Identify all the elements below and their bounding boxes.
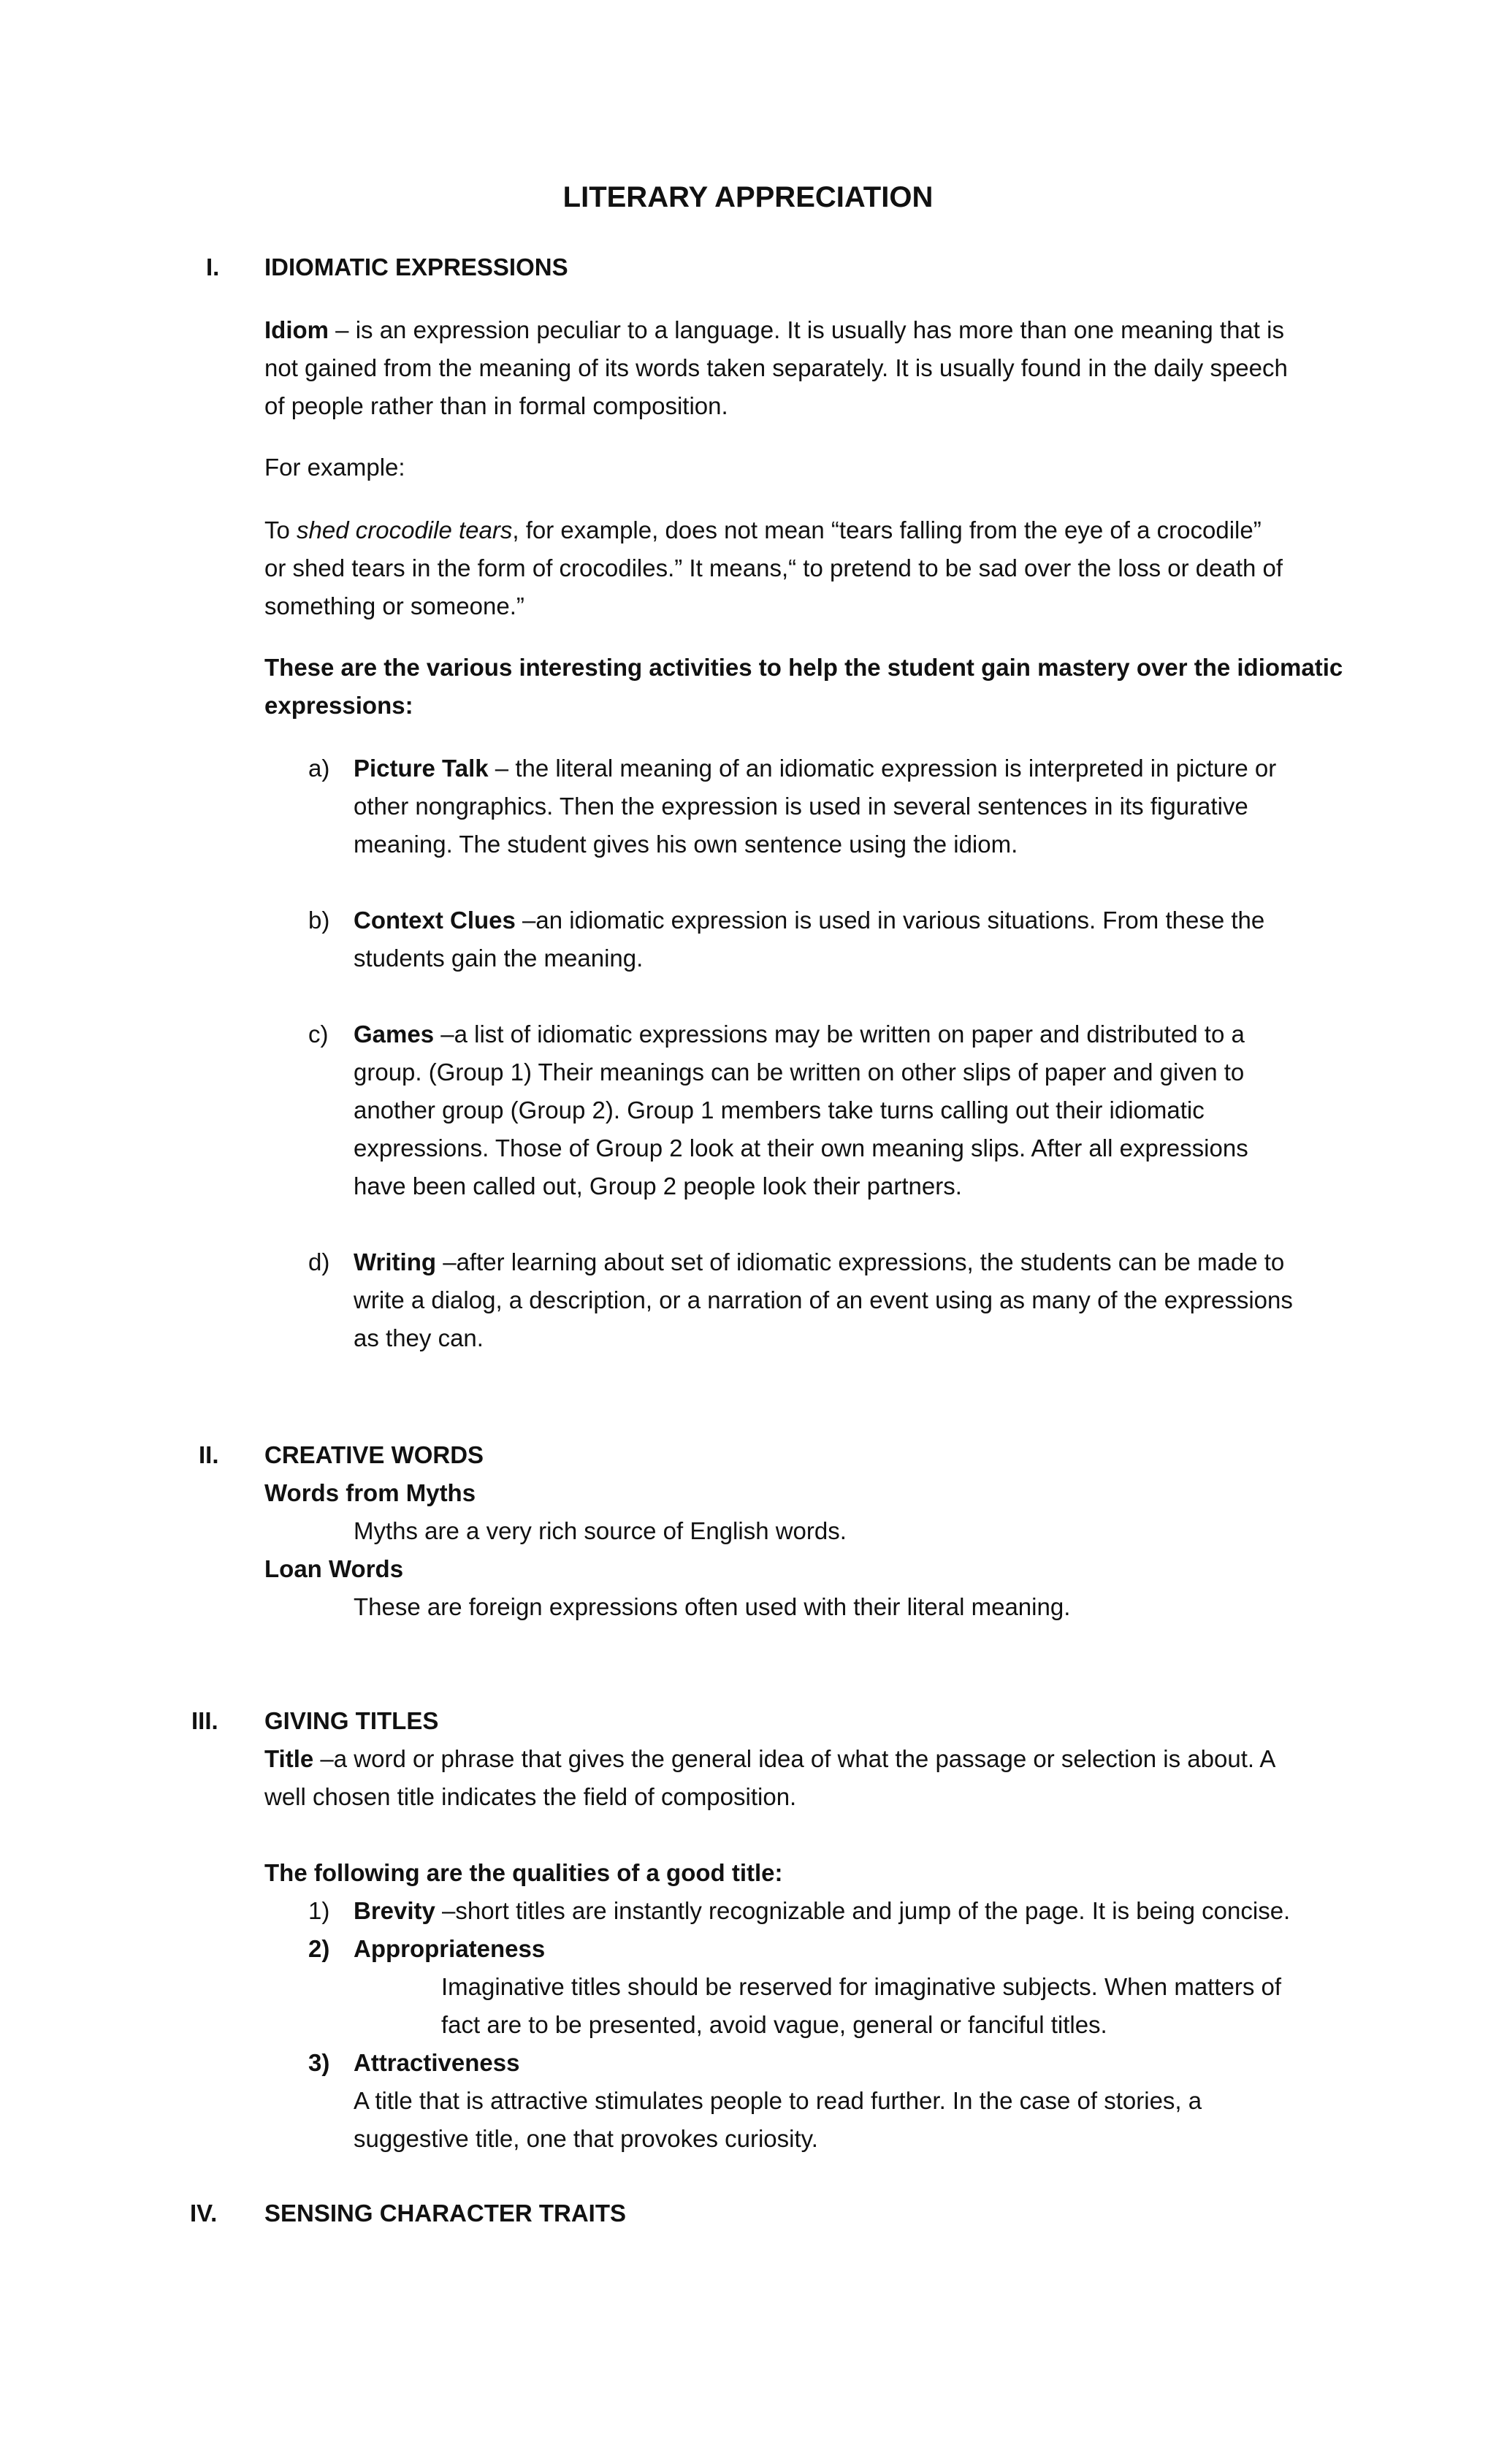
activity-b-line-2: students gain the meaning. — [354, 945, 644, 972]
quality-1-line — [354, 1892, 1290, 1930]
section-3-number: III. — [191, 1707, 218, 1734]
myths-heading: Words from Myths — [264, 1479, 476, 1506]
activity-c-line-5: have been called out, Group 2 people look their partners. — [354, 1172, 962, 1199]
section-4-heading: SENSING CHARACTER TRAITS — [264, 2200, 627, 2227]
activities-intro-line-1: These are the various interesting activities to help the student gain mastery over the idiomatic — [264, 654, 1343, 681]
activity-c-term: Games — [354, 1021, 435, 1048]
activity-c-text: –a list of idiomatic expressions may be written on paper and distributed to a — [434, 1021, 1245, 1048]
quality-1-label: 1) — [308, 1897, 330, 1924]
idiom-definition-line-3: of people rather than in formal composition. — [264, 392, 728, 419]
quality-3-term: Attractiveness — [354, 2049, 520, 2076]
loan-words-heading: Loan Words — [264, 1555, 404, 1582]
example-rest: , for example, does not mean “tears falling from the eye of a crocodile” — [512, 516, 1262, 543]
activity-a-line-3: meaning. The student gives his own sentence using the idiom. — [354, 831, 1018, 858]
section-1-number: I. — [206, 253, 220, 281]
quality-2-label: 2) — [308, 1935, 330, 1962]
page-title: LITERARY APPRECIATION — [562, 181, 934, 213]
idiom-term: Idiom — [264, 316, 329, 343]
example-line-3: something or someone.” — [264, 592, 524, 619]
title-text: –a word or phrase that gives the general idea of what the passage or selection is about. A — [313, 1745, 1276, 1772]
activity-b-term: Context Clues — [354, 907, 516, 934]
quality-2-line-1: Imaginative titles should be reserved for imaginative subjects. When matters of — [441, 1973, 1282, 2000]
activity-a-term: Picture Talk — [354, 755, 489, 782]
quality-1-text: –short titles are instantly recognizable and jump of the page. It is being concise. — [435, 1897, 1291, 1924]
section-2-heading: CREATIVE WORDS — [264, 1441, 484, 1468]
quality-2-line-2: fact are to be presented, avoid vague, general or fanciful titles. — [441, 2011, 1107, 2038]
quality-3-line-2: suggestive title, one that provokes curiosity. — [354, 2125, 818, 2152]
activities-intro-line-2: expressions: — [264, 692, 413, 719]
idiom-definition-line-1 — [264, 311, 1284, 349]
qualities-heading: The following are the qualities of a good title: — [264, 1859, 783, 1886]
myths-text: Myths are a very rich source of English words. — [354, 1517, 847, 1544]
section-4-number: IV. — [190, 2200, 218, 2227]
activity-d-line-3: as they can. — [354, 1324, 484, 1351]
title-definition-line-2: well chosen title indicates the field of composition. — [264, 1783, 797, 1810]
activity-d-line-2: write a dialog, a description, or a narration of an event using as many of the expressions — [354, 1286, 1293, 1313]
idiom-text-1: – is an expression peculiar to a language. It is usually has more than one meaning that is — [329, 316, 1284, 343]
activity-a-line-2: other nongraphics. Then the expression is used in several sentences in its figurative — [354, 793, 1248, 820]
quality-1-term: Brevity — [354, 1897, 435, 1924]
activity-c-label: c) — [308, 1021, 329, 1048]
activity-c-line-2: group. (Group 1) Their meanings can be written on other slips of paper and given to — [354, 1059, 1245, 1086]
example-idiom: shed crocodile tears — [297, 516, 513, 543]
activity-b-line-1 — [354, 901, 1264, 939]
activity-c-line-1 — [354, 1015, 1245, 1053]
example-prefix: To — [264, 516, 297, 543]
quality-3-label: 3) — [308, 2049, 330, 2076]
activity-a-line-1 — [354, 750, 1276, 787]
activity-d-term: Writing — [354, 1248, 437, 1275]
activity-d-text: –after learning about set of idiomatic expressions, the students can be made to — [436, 1248, 1285, 1275]
activity-b-text: –an idiomatic expression is used in various situations. From these the — [515, 907, 1265, 934]
section-3-heading: GIVING TITLES — [264, 1707, 439, 1734]
idiom-definition-line-2: not gained from the meaning of its words taken separately. It is usually found in the daily speech — [264, 354, 1288, 381]
example-line-1 — [264, 511, 1262, 549]
activity-c-line-3: another group (Group 2). Group 1 members take turns calling out their idiomatic — [354, 1096, 1205, 1124]
loan-words-text: These are foreign expressions often used with their literal meaning. — [354, 1593, 1071, 1620]
activity-c-line-4: expressions. Those of Group 2 look at their own meaning slips. After all expressions — [354, 1134, 1248, 1162]
activity-d-label: d) — [308, 1248, 330, 1275]
activity-a-text: – the literal meaning of an idiomatic expression is interpreted in picture or — [488, 755, 1277, 782]
title-definition-line-1 — [264, 1740, 1275, 1778]
example-line-2: or shed tears in the form of crocodiles.” It means,“ to pretend to be sad over the loss or death of — [264, 554, 1283, 581]
activity-a-label: a) — [308, 755, 330, 782]
title-term: Title — [264, 1745, 314, 1772]
quality-2-term: Appropriateness — [354, 1935, 546, 1962]
for-example-label: For example: — [264, 454, 405, 481]
quality-3-line-1: A title that is attractive stimulates people to read further. In the case of stories, a — [354, 2087, 1202, 2114]
activity-b-label: b) — [308, 907, 330, 934]
section-2-number: II. — [199, 1441, 219, 1468]
activity-d-line-1 — [354, 1243, 1284, 1281]
section-1-heading: IDIOMATIC EXPRESSIONS — [264, 253, 568, 281]
